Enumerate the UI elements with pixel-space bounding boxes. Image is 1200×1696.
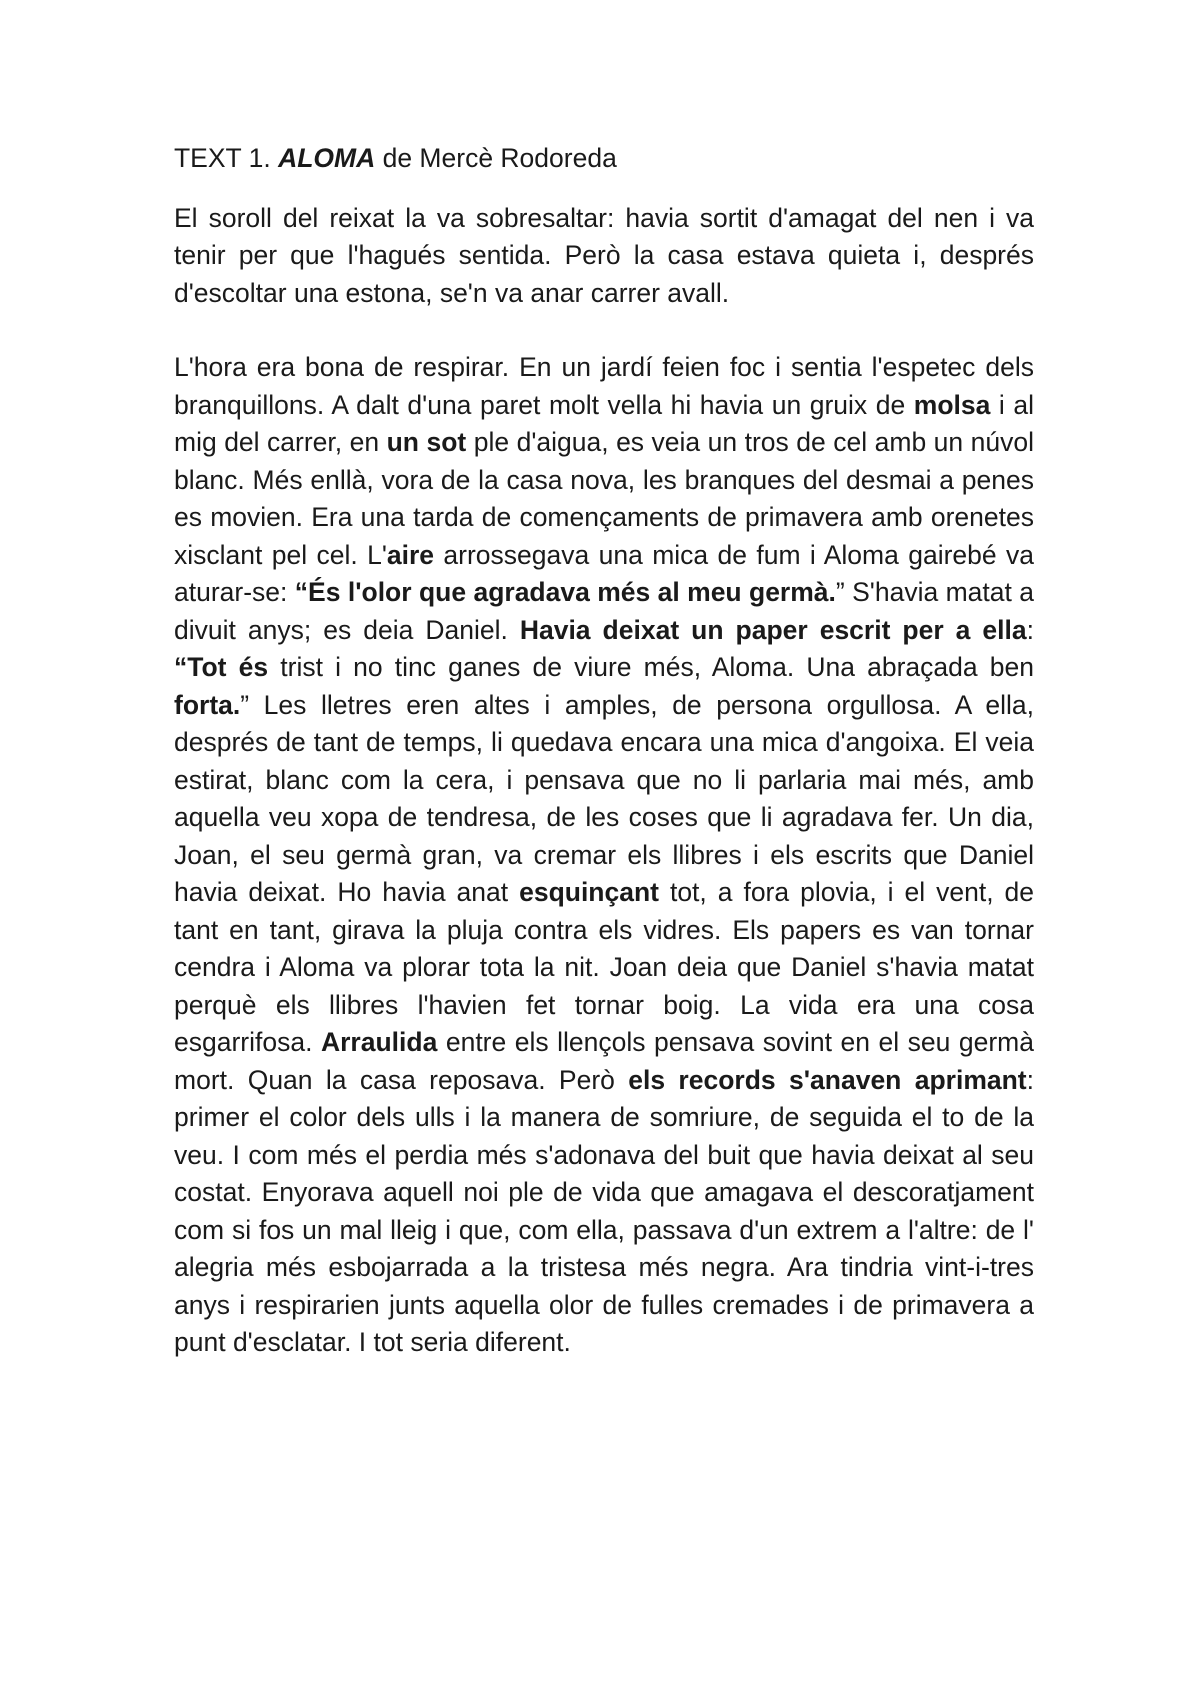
- bold-text-run: els records s'anaven aprimant: [628, 1064, 1027, 1095]
- bold-text-run: “És l'olor que agradava més al meu germà.: [294, 577, 836, 607]
- paragraph: [174, 349, 1034, 1362]
- text-run: entre els llençols pensava sovint en el seu germà mort. Quan la casa reposava. Però: [174, 1027, 1034, 1095]
- bold-text-run: molsa: [913, 389, 991, 420]
- bold-text-run: “Tot és: [174, 652, 269, 682]
- text-run: : primer el color dels ulls i la manera de somriure, de seguida el to de la veu. I com més el perdia més s'adonava del buit que havia deixat al seu costat. Enyorava aquell noi ple de vida que amagava el descoratjament com si fos un mal lleig i que, com ella, passava d'un extrem a l'altre: de l' alegria més esbojarrada a la tristesa més negra. Ara tindria vint-i-tres anys i respirarien junts aquella olor de fulles cremades i de primavera a punt d'esclatar. I tot seria diferent.: [174, 1064, 1035, 1357]
- text-run: ple d'aigua, es veia un tros de cel amb un núvol blanc. Més enllà, vora de la casa nova, les branques del desmai a penes es movien. Era una tarda de començaments de primavera amb orenetes xisclant pel cel. L': [174, 427, 1034, 570]
- paragraph: [174, 200, 1034, 313]
- title-prefix: TEXT 1.: [174, 143, 279, 173]
- title-work: ALOMA: [278, 143, 376, 173]
- bold-text-run: esquinçant: [519, 877, 659, 907]
- bold-text-run: Arraulida: [320, 1027, 438, 1057]
- document-page: [174, 140, 1034, 1362]
- text-run: arrossegava una mica de fum i Aloma gairebé va aturar-se:: [174, 539, 1034, 607]
- text-run: ” Les lletres eren altes i amples, de persona orgullosa. A ella, després de tant de temps, li quedava encara una mica d'angoixa. El veia estirat, blanc com la cera, i pensava que no li parlaria mai més, amb aquella veu xopa de tendresa, de les coses que li agradava fer. Un dia, Joan, el seu germà gran, va cremar els llibres i els escrits que Daniel havia deixat. Ho havia anat: [174, 689, 1034, 907]
- bold-text-run: aire: [386, 539, 435, 570]
- text-run: trist i no tinc ganes de viure més, Aloma. Una abraçada ben: [268, 652, 1034, 682]
- document-title: [174, 140, 1034, 178]
- text-run: L'hora era bona de respirar. En un jardí feien foc i sentia l'espetec dels branquillons. A dalt d'una paret molt vella hi havia un gruix de: [174, 352, 1034, 420]
- bold-text-run: Havia deixat un paper escrit per a ella: [519, 614, 1027, 645]
- text-run: El soroll del reixat la va sobresaltar: havia sortit d'amagat del nen i va tenir per que l'hagués sentida. Però la casa estava quieta i, després d'escoltar una estona, se'n va anar carrer avall.: [174, 202, 1034, 308]
- bold-text-run: forta.: [174, 689, 241, 720]
- text-run: :: [1026, 614, 1034, 645]
- text-run: ” S'havia matat a divuit anys; es deia Daniel.: [174, 577, 1035, 645]
- text-run: tot, a fora plovia, i el vent, de tant en tant, girava la pluja contra els vidres. Els papers es van tornar cendra i Aloma va plorar tota la nit. Joan deia que Daniel s'havia matat perquè els llibres l'havien fet tornar boig. La vida era una cosa esgarrifosa.: [174, 877, 1035, 1057]
- document-body: [174, 200, 1034, 1362]
- bold-text-run: un sot: [386, 427, 467, 457]
- title-suffix: de Mercè Rodoreda: [375, 143, 617, 173]
- text-run: i al mig del carrer, en: [174, 389, 1035, 457]
